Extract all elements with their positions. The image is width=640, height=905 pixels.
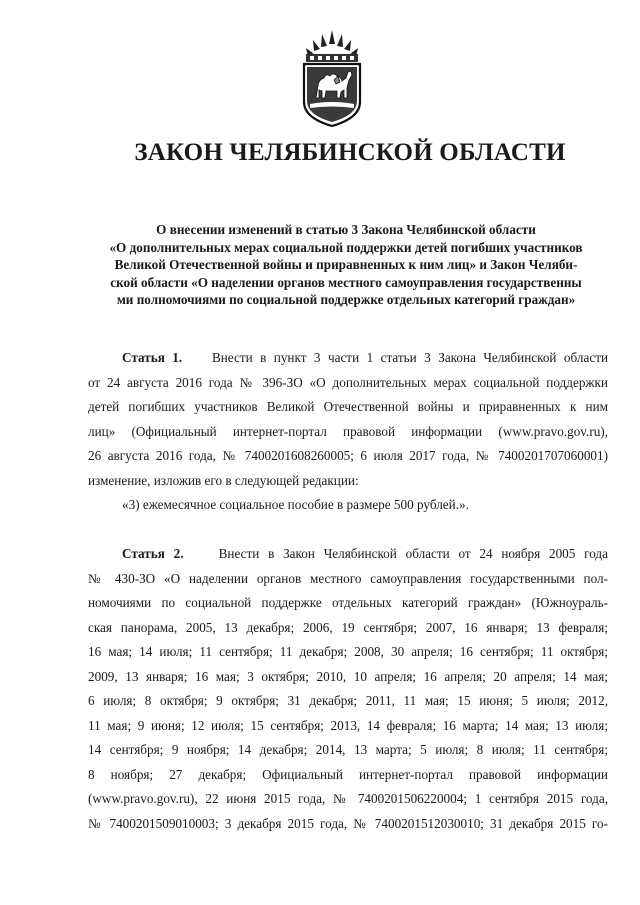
article-2-line: (www.pravo.gov.ru), 22 июня 2015 года, № 7400201506220004; 1 сентября 2015 года, (88, 791, 608, 806)
article-2-first-text: Внести в Закон Челябинской области от 24 ноября 2005 года (218, 546, 608, 561)
article-2-first-line (88, 542, 608, 567)
article-2-line: 8 ноября; 27 декабря; Официальный интернет-портал правовой информации (88, 766, 608, 782)
article-1-first-text: Внести в пункт 3 части 1 статьи 3 Закона Челябинской области (211, 350, 608, 365)
article-2-line: № 7400201509010003; 3 декабря 2015 года, № 7400201512030010; 31 декабря 2015 го- (88, 815, 608, 831)
subtitle-line: Великой Отечественной войны и приравненных к ним лиц» и Закон Челяби- (114, 257, 578, 272)
article-2-line: ская панорама, 2005, 13 декабря; 2006, 19 сентября; 2007, 16 января; 13 февраля; (88, 619, 608, 635)
article-1-line: детей погибших участников Великой Отечественной войны и приравненных к ним (88, 399, 608, 414)
article-2-line: 14 сентября; 9 ноября; 14 декабря; 2014, 13 марта; 5 июля; 8 июля; 11 сентября; (88, 742, 608, 757)
subtitle-line: «О дополнительных мерах социальной поддержки детей погибших участников (109, 239, 583, 255)
article-1 (88, 346, 608, 518)
law-subtitle (86, 221, 606, 309)
article-2-line: 16 мая; 14 июля; 11 сентября; 11 декабря; 2008, 30 апреля; 16 сентября; 11 октября; (88, 644, 608, 659)
article-2-line: № 430-ЗО «О наделении органов местного самоуправления государственными пол- (88, 570, 608, 586)
article-2-line: 6 июля; 8 октября; 9 октября; 31 декабря; 2011, 11 мая; 15 июня; 5 июля; 2012, (88, 693, 608, 708)
article-1-line: 26 августа 2016 года, № 7400201608260005; 6 июля 2017 года, № 7400201707060001) (88, 448, 608, 463)
article-2 (88, 542, 608, 836)
subtitle-line: О внесении изменений в статью 3 Закона Челябинской области (156, 222, 536, 237)
chelyabinsk-coat-of-arms-icon (296, 28, 368, 128)
subtitle-line: ми полномочиями по социальной поддержке отдельных категорий граждан» (116, 292, 576, 307)
article-1-quote: «3) ежемесячное социальное пособие в размере 500 рублей.». (122, 497, 469, 512)
article-1-label: Статья 1. (122, 350, 183, 365)
article-1-first-line (88, 346, 608, 371)
article-1-line: от 24 августа 2016 года № 396-ЗО «О дополнительных мерах социальной поддержки (88, 374, 608, 390)
subtitle-line: ской области «О наделении органов местного самоуправления государственны (110, 274, 582, 290)
article-1-line: лиц» (Официальный интернет-портал правовой информации (www.pravo.gov.ru), (88, 423, 608, 439)
article-1-line: изменение, изложив его в следующей редакции: (88, 472, 359, 488)
law-title: ЗАКОН ЧЕЛЯБИНСКОЙ ОБЛАСТИ (134, 139, 566, 166)
article-2-label: Статья 2. (122, 546, 184, 561)
article-2-line: номочиями по социальной поддержке отдельных категорий граждан» (Южноураль- (88, 595, 608, 610)
article-2-line: 2009, 13 января; 16 мая; 3 октября; 2010, 10 апреля; 16 апреля; 20 апреля; 14 мая; (88, 668, 608, 684)
article-2-line: 11 мая; 9 июня; 12 июля; 15 сентября; 2013, 14 февраля; 16 марта; 14 мая; 13 июля; (88, 717, 608, 733)
